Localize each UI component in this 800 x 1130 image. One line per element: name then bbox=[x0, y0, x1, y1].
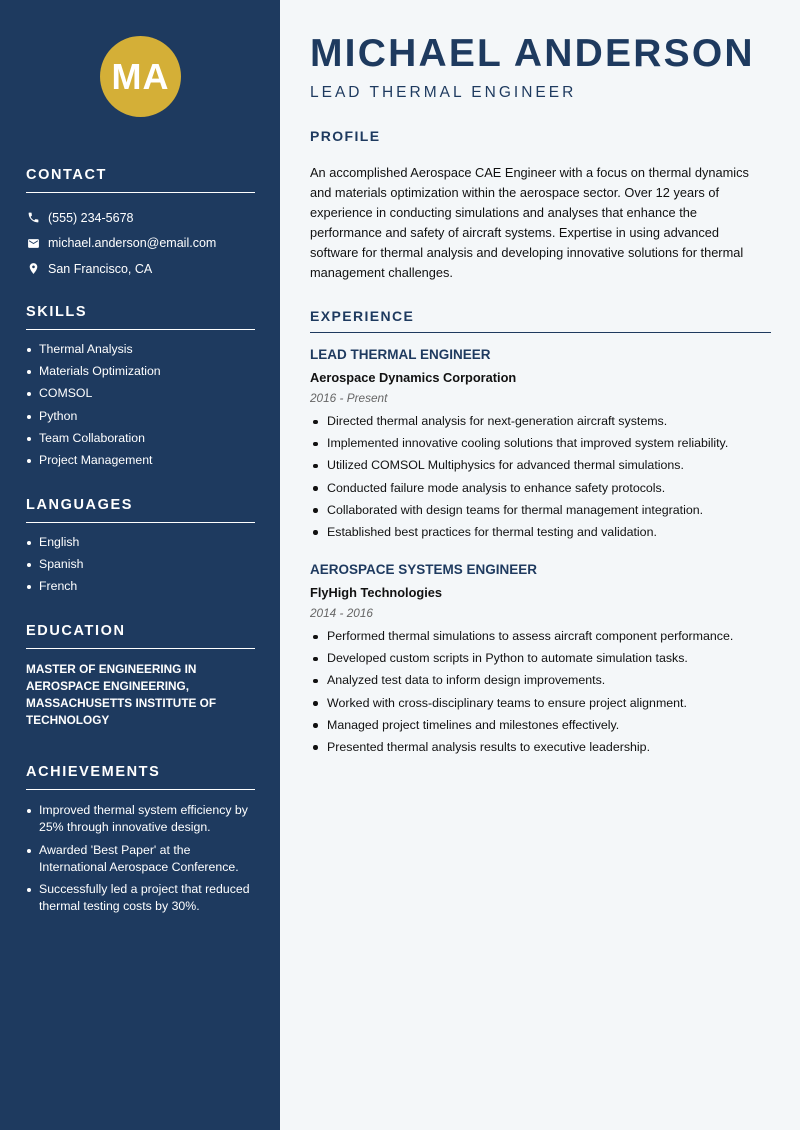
job-bullet: Conducted failure mode analysis to enhance safety protocols. bbox=[310, 481, 770, 496]
skill-item: Thermal Analysis bbox=[26, 342, 255, 357]
candidate-title: LEAD THERMAL ENGINEER bbox=[310, 84, 577, 101]
skill-item: Team Collaboration bbox=[26, 431, 255, 446]
job-bullets bbox=[310, 629, 770, 755]
job-dates: 2014 - 2016 bbox=[310, 606, 373, 620]
education-section bbox=[26, 623, 255, 729]
job-bullet: Implemented innovative cooling solutions that improved system reliability. bbox=[310, 436, 770, 451]
job-bullet: Managed project timelines and milestones effectively. bbox=[310, 718, 770, 733]
job-title: AEROSPACE SYSTEMS ENGINEER bbox=[310, 562, 538, 577]
skills-section bbox=[26, 304, 255, 475]
job-bullet: Utilized COMSOL Multiphysics for advanced thermal simulations. bbox=[310, 458, 770, 473]
achievement-item: Awarded 'Best Paper' at the International Aerospace Conference. bbox=[26, 842, 255, 876]
skill-item: Materials Optimization bbox=[26, 364, 255, 379]
achievements-list bbox=[26, 802, 255, 915]
job-entry bbox=[310, 562, 770, 762]
language-item: English bbox=[26, 535, 255, 550]
job-bullet: Worked with cross-disciplinary teams to ensure project alignment. bbox=[310, 696, 770, 711]
language-item: Spanish bbox=[26, 557, 255, 572]
achievement-item: Successfully led a project that reduced thermal testing costs by 30%. bbox=[26, 881, 255, 915]
achievements-section bbox=[26, 764, 255, 921]
contact-section bbox=[26, 167, 255, 282]
job-bullet: Established best practices for thermal testing and validation. bbox=[310, 525, 770, 540]
education-heading: EDUCATION bbox=[26, 623, 255, 649]
contact-heading: CONTACT bbox=[26, 167, 255, 193]
languages-section bbox=[26, 497, 255, 602]
job-bullet: Collaborated with design teams for thermal management integration. bbox=[310, 503, 770, 518]
skill-item: Python bbox=[26, 409, 255, 424]
phone-icon bbox=[26, 211, 40, 225]
mail-icon bbox=[26, 236, 40, 250]
experience-heading: EXPERIENCE bbox=[310, 308, 415, 324]
location-pin-icon bbox=[26, 262, 40, 276]
location-text: San Francisco, CA bbox=[48, 261, 153, 276]
email-text: michael.anderson@email.com bbox=[48, 236, 217, 251]
job-bullets bbox=[310, 414, 770, 540]
job-bullet: Developed custom scripts in Python to automate simulation tasks. bbox=[310, 651, 770, 666]
sidebar bbox=[0, 0, 280, 1130]
skills-list bbox=[26, 342, 255, 468]
job-title: LEAD THERMAL ENGINEER bbox=[310, 347, 491, 362]
skill-item: COMSOL bbox=[26, 386, 255, 401]
skill-item: Project Management bbox=[26, 453, 255, 468]
job-bullet: Presented thermal analysis results to executive leadership. bbox=[310, 740, 770, 755]
profile-heading: PROFILE bbox=[310, 128, 381, 144]
achievements-heading: ACHIEVEMENTS bbox=[26, 764, 255, 790]
contact-location bbox=[26, 256, 255, 282]
contact-email bbox=[26, 231, 255, 257]
avatar-initials: MA bbox=[100, 36, 181, 117]
candidate-name: MICHAEL ANDERSON bbox=[310, 32, 755, 75]
language-item: French bbox=[26, 579, 255, 594]
phone-text: (555) 234-5678 bbox=[48, 210, 134, 225]
job-entry bbox=[310, 347, 770, 547]
skills-heading: SKILLS bbox=[26, 304, 255, 330]
contact-phone bbox=[26, 205, 255, 231]
languages-heading: LANGUAGES bbox=[26, 497, 255, 523]
experience-divider bbox=[310, 332, 771, 333]
achievement-item: Improved thermal system efficiency by 25% through innovative design. bbox=[26, 802, 255, 836]
education-degree: MASTER OF ENGINEERING IN AEROSPACE ENGINEERING, MASSACHUSETTS INSTITUTE OF TECHNOLOGY bbox=[26, 662, 217, 727]
job-company: FlyHigh Technologies bbox=[310, 585, 443, 600]
job-dates: 2016 - Present bbox=[310, 391, 388, 405]
job-bullet: Directed thermal analysis for next-generation aircraft systems. bbox=[310, 414, 770, 429]
job-bullet: Performed thermal simulations to assess aircraft component performance. bbox=[310, 629, 770, 644]
job-bullet: Analyzed test data to inform design improvements. bbox=[310, 673, 770, 688]
job-company: Aerospace Dynamics Corporation bbox=[310, 370, 517, 385]
languages-list bbox=[26, 535, 255, 594]
profile-text: An accomplished Aerospace CAE Engineer with a focus on thermal dynamics and materials optimization within the aerospace sector. Over 12 years of experience in conducting simulations and analyses that enhance the performance and safety of aircraft systems. Expertise in using advanced software for thermal analysis and developing innovative solutions for thermal management challenges. bbox=[310, 165, 749, 280]
